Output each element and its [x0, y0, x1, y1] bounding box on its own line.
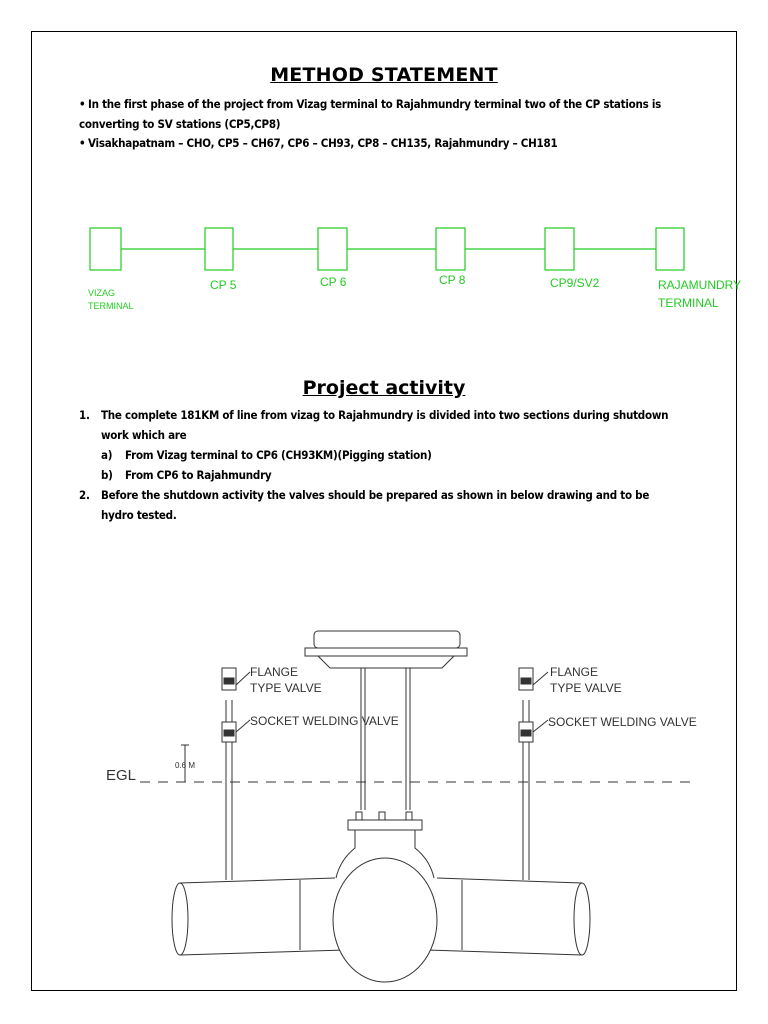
label-flange-type-valve-left: FLANGE: [250, 665, 299, 679]
label-flange-type-valve-right-2: TYPE VALVE: [550, 681, 622, 695]
valve-neck-left: [336, 830, 355, 878]
pipe-top-right: [437, 878, 582, 883]
list-text-line: The complete 181KM of line from vizag to Rajahmundry is divided into two sections during shutdown: [101, 408, 669, 422]
station-label-cp5: CP 5: [210, 278, 237, 292]
pipe-bottom-right: [427, 950, 582, 955]
socket-valve-right-handle: [521, 730, 531, 736]
flange-bolt: [379, 812, 385, 820]
actuator-top-plate: [314, 631, 460, 648]
flange-valve-right-handle: [521, 678, 531, 684]
station-label-cp8: CP 8: [439, 273, 466, 287]
station-label-cp6: CP 6: [320, 275, 347, 289]
list-number: a): [101, 448, 113, 462]
label-socket-welding-valve-right: SOCKET WELDING VALVE: [548, 715, 697, 729]
list-text-line: From CP6 to Rajahmundry: [125, 468, 272, 482]
pipe-top-left: [180, 878, 335, 883]
bullet-icon: •: [79, 136, 86, 150]
station-label-rajahmundry: RAJAMUNDRY: [658, 278, 742, 292]
list-number: 1.: [79, 408, 90, 422]
leader-line: [533, 720, 548, 732]
flange-bolt: [406, 812, 412, 820]
label-socket-welding-valve-left: SOCKET WELDING VALVE: [250, 714, 399, 728]
label-egl: EGL: [106, 767, 137, 784]
valve-neck-right: [415, 830, 434, 878]
list-number: 2.: [79, 488, 90, 502]
list-text-line: hydro tested.: [101, 507, 177, 522]
page-title: METHOD STATEMENT: [270, 64, 498, 86]
label-depth: 0.6 M: [175, 761, 196, 770]
flange-valve-left-handle: [224, 678, 234, 684]
section-title-project-activity: Project activity: [302, 377, 466, 399]
list-number: b): [101, 468, 113, 482]
pipe-bottom-left: [180, 950, 345, 955]
actuator-flange: [305, 648, 467, 656]
list-text-line: work which are: [101, 427, 187, 442]
actuator-body: [318, 656, 454, 668]
station-label-cp9: CP9/SV2: [550, 276, 600, 290]
valve-ball-body: [333, 858, 437, 982]
bullet-text-line: converting to SV stations (CP5,CP8): [79, 116, 281, 131]
list-text-line: From Vizag terminal to CP6 (CH93KM)(Pigging station): [125, 448, 432, 462]
leader-line: [236, 672, 250, 685]
leader-line: [533, 672, 548, 685]
bonnet-flange: [348, 820, 422, 830]
bullet-text-line: In the first phase of the project from Vizag terminal to Rajahmundry terminal two of the CP stations is: [88, 97, 662, 111]
station-label-rajahmundry-terminal: TERMINAL: [658, 296, 719, 310]
list-text-line: Before the shutdown activity the valves should be prepared as shown in below drawing and to be: [101, 488, 650, 502]
station-label-vizag: VIZAG: [88, 288, 116, 298]
pipe-end-right: [574, 883, 590, 955]
flange-bolt: [356, 812, 362, 820]
station-label-vizag-terminal: TERMINAL: [88, 301, 134, 311]
socket-valve-left-handle: [224, 730, 234, 736]
label-flange-type-valve-left-2: TYPE VALVE: [250, 681, 322, 695]
bullet-text-line: Visakhapatnam – CHO, CP5 – CH67, CP6 – CH93, CP8 – CH135, Rajahmundry – CH181: [88, 136, 558, 150]
leader-line: [236, 720, 250, 732]
label-flange-type-valve-right: FLANGE: [550, 665, 599, 679]
pipe-end-left: [172, 883, 188, 955]
bullet-icon: •: [79, 97, 86, 111]
